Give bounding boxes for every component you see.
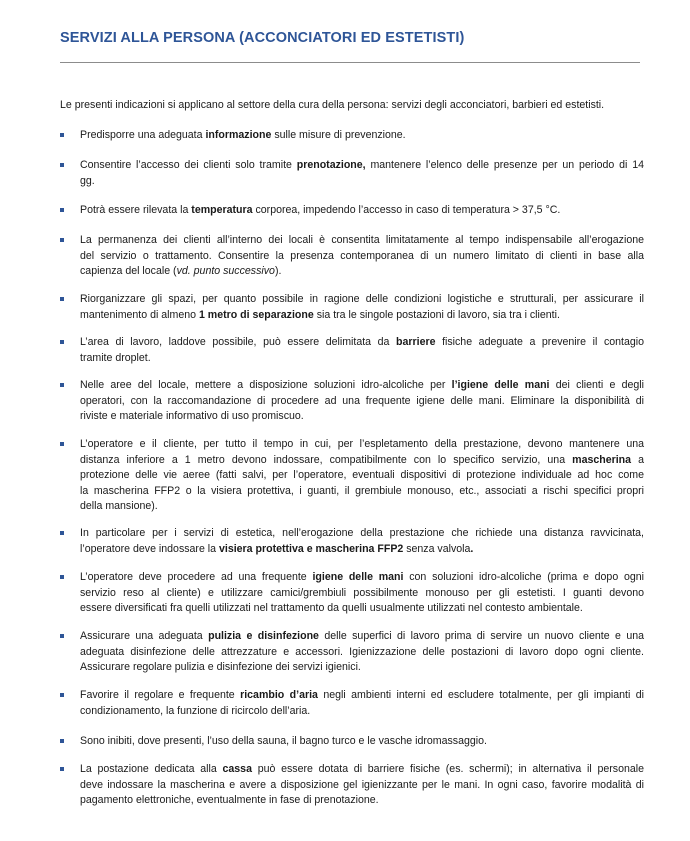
- bold-term: cassa: [222, 763, 252, 775]
- bold-term: informazione: [205, 129, 272, 141]
- text-line: Assicurare regolare pulizia e disinfezione dei servizi igienici.: [80, 661, 361, 673]
- text-line: gg.: [80, 174, 95, 187]
- text-line: pagamento elettroniche, eventualmente in fase di prenotazione.: [80, 794, 379, 806]
- text-line: del servizio o trattamento. Consentire la presenza contemporanea di un numero limitato di clienti in base alla: [80, 249, 644, 262]
- bullet-icon: [60, 133, 64, 137]
- text-run: fisiche adeguate a prevenire il contagio: [435, 336, 644, 348]
- text-run: l’operatore deve indossare la: [80, 542, 219, 555]
- text-line: protezione delle vie aeree (fatti salvi, per l’operatore, eventuali dispositivi di protezione individuale ad hoc come: [80, 469, 644, 481]
- text-run: mantenimento di almeno: [80, 308, 199, 321]
- text-line: adeguata disinfezione delle attrezzature e accessori. Igienizzazione delle postazioni di lavoro dopo ogni cliente.: [80, 645, 644, 658]
- bullet-icon: [60, 163, 64, 167]
- bullet-icon: [60, 208, 64, 212]
- title-divider: [60, 62, 640, 63]
- bullet-icon: [60, 238, 64, 242]
- text-run: Assicurare una adeguata: [80, 630, 209, 642]
- bold-term: visiera protettiva e mascherina FFP2: [218, 542, 404, 555]
- text-run: negli ambienti interni ed escludere totalmente, per gli impianti di: [317, 689, 644, 701]
- text-run: La postazione dedicata alla: [80, 763, 223, 775]
- text-line: operatori, con la raccomandazione di procedere ad una frequente igiene delle mani. Eliminare la disponibilità di: [80, 394, 644, 407]
- bold-term: barriere: [396, 336, 436, 348]
- text-line: la mascherina FFP2 o la visiera protettiva, i guanti, il grembiule monouso, etc., associati a rischi specifici propri: [80, 484, 644, 497]
- bullet-icon: [60, 340, 64, 344]
- bullet-icon: [60, 693, 64, 697]
- bold-term: 1 metro di separazione: [198, 308, 314, 321]
- text-run: può essere dotata di barriere fisiche (es. schermi); in alternativa il personale: [251, 763, 644, 775]
- bold-term: l’igiene delle mani: [451, 379, 550, 391]
- bold-term: pulizia e disinfezione: [208, 630, 319, 642]
- text-run: sia tra le singole postazioni di lavoro, sia tra i clienti.: [313, 308, 560, 321]
- intro-paragraph: Le presenti indicazioni si applicano al settore della cura della persona: servizi degli acconciatori, barbieri ed estetisti.: [60, 99, 605, 111]
- text-run: Predisporre una adeguata: [80, 129, 206, 141]
- text-run: Favorire il regolare e frequente: [80, 689, 241, 701]
- text-run: senza valvola: [403, 542, 471, 555]
- text-run: con soluzioni idro-alcoliche (prima e dopo ogni: [403, 571, 644, 583]
- text-run: sulle misure di prevenzione.: [271, 129, 406, 141]
- text-line: riviste e materiale informativo di uso promiscuo.: [80, 410, 304, 422]
- text-run: Consentire l’accesso dei clienti solo tramite: [80, 159, 297, 171]
- bold-term: igiene delle mani: [312, 571, 404, 583]
- text-line: deve indossare la mascherina e avere a disposizione gel igienizzante per le mani. In ogni caso, favorire modalità di: [80, 778, 644, 791]
- bullet-icon: [60, 531, 64, 535]
- text-run: distanza inferiore a 1 metro devono indossare, compatibilmente con lo specifico servizio, una: [80, 453, 573, 466]
- bold-term: .: [470, 542, 474, 555]
- text-line: servizio reso al cliente) e utilizzare camici/grembiuli possibilmente monouso per gli estetisti. I guanti devono: [80, 586, 644, 599]
- text-run: Nelle aree del locale, mettere a disposizione soluzioni idro-alcoliche per: [80, 379, 452, 391]
- bold-term: mascherina: [572, 453, 632, 466]
- italic-ref: vd. punto successivo: [176, 265, 275, 277]
- text-run: L’area di lavoro, laddove possibile, può essere delimitata da: [80, 336, 397, 348]
- text-line: condizionamento, la funzione di ricircolo dell’aria.: [80, 704, 311, 717]
- text-line: tramite droplet.: [80, 351, 151, 364]
- page-title: SERVIZI ALLA PERSONA (ACCONCIATORI ED ESTETISTI): [60, 30, 465, 46]
- text-line: La permanenza dei clienti all’interno dei locali è consentita limitatamente al tempo indispensabile all’erogazione: [80, 234, 644, 246]
- text-run: capienza del locale (: [80, 265, 177, 277]
- text-line: Riorganizzare gli spazi, per quanto possibile in ragione delle condizioni logistiche e strutturali, per assicurare il: [80, 293, 644, 305]
- text-line: essere diversificati fra quelli utilizzati nel trattamento da quelli usualmente utilizzati nel contesto ambientale.: [80, 602, 583, 614]
- text-run: a: [631, 453, 644, 466]
- text-run: ).: [274, 265, 282, 277]
- bold-term: ricambio d’aria: [240, 689, 318, 701]
- bullet-icon: [60, 575, 64, 579]
- bullet-icon: [60, 297, 64, 301]
- text-line: della mansione).: [80, 500, 158, 512]
- bullet-icon: [60, 767, 64, 771]
- bullet-icon: [60, 442, 64, 446]
- bold-term: temperatura: [191, 204, 253, 216]
- text-run: dei clienti e degli: [549, 379, 644, 391]
- text-run: L’operatore deve procedere ad una frequente: [80, 571, 313, 583]
- bold-term: prenotazione,: [296, 159, 366, 171]
- bullet-icon: [60, 634, 64, 638]
- text-run: Potrà essere rilevata la: [80, 204, 192, 216]
- bullet-icon: [60, 383, 64, 387]
- text-line: Sono inibiti, dove presenti, l’uso della sauna, il bagno turco e le vasche idromassaggio.: [80, 735, 487, 747]
- text-line: L’operatore e il cliente, per tutto il tempo in cui, per l’espletamento della prestazione, devono mantenere una: [80, 438, 644, 450]
- text-run: mantenere l’elenco delle presenze per un periodo di 14: [365, 159, 644, 171]
- text-run: delle superfici di lavoro prima di servire un nuovo cliente e una: [318, 630, 644, 642]
- text-run: corporea, impedendo l’accesso in caso di temperatura > 37,5 °C.: [252, 204, 561, 216]
- bullet-icon: [60, 739, 64, 743]
- text-line: In particolare per i servizi di estetica, nell’erogazione della prestazione che richiede una distanza ravvicinata,: [80, 527, 644, 539]
